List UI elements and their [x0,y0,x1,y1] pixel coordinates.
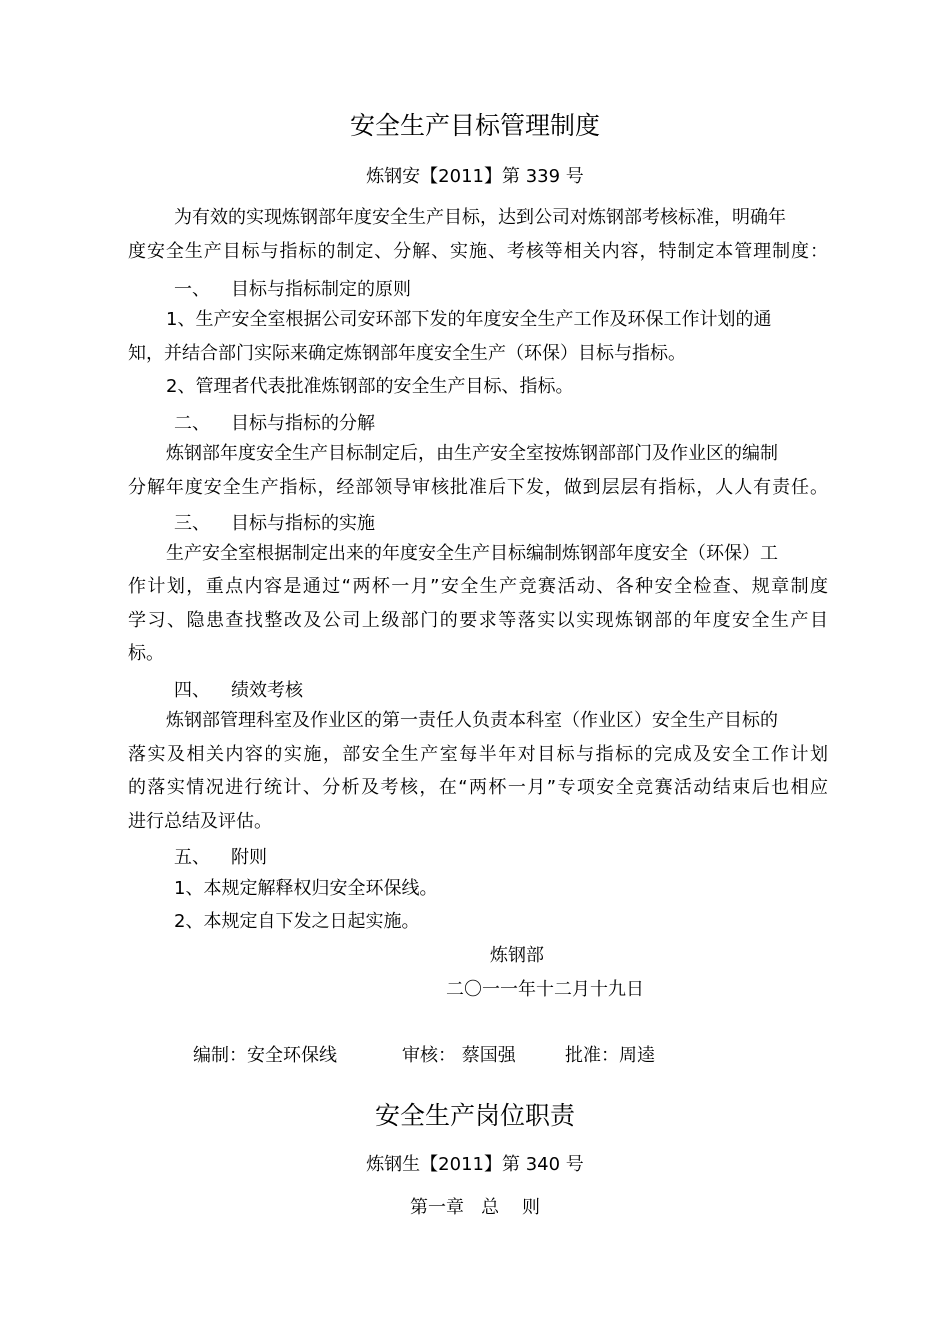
paragraph-line: 知，并结合部门实际来确定炼钢部年度安全生产（环保）目标与指标。 [128,343,686,364]
paragraph-line: 炼钢部年度安全生产目标制定后，由生产安全室按炼钢部部门及作业区的编制 [166,443,778,464]
section-number: 五、 [174,847,210,868]
doc2-title: 安全生产岗位职责 [374,1101,575,1130]
intro-line-1: 为有效的实现炼钢部年度安全生产目标，达到公司对炼钢部考核标准，明确年 [174,207,786,228]
paragraph-line: 1、本规定解释权归安全环保线。 [174,878,438,899]
paragraph-line: 1、生产安全室根据公司安环部下发的年度安全生产工作及环保工作计划的通 [166,309,772,330]
reviewed-by: 审核： 蔡国强 [402,1045,516,1066]
issue-date: 二〇一一年十二月十九日 [446,979,644,1000]
paragraph-line: 落实及相关内容的实施，部安全生产室每半年对目标与指标的完成及安全工作计划 [128,744,828,765]
approved-by: 批准：周逵 [565,1045,655,1066]
doc-title: 安全生产目标管理制度 [349,111,600,140]
section-number: 一、 [174,279,210,300]
section-number: 四、 [174,680,210,701]
compiled-by: 编制：安全环保线 [193,1045,337,1066]
section-number: 二、 [174,413,210,434]
paragraph-line: 进行总结及评估。 [128,811,272,832]
doc2-number: 炼钢生【2011】第 340 号 [366,1154,584,1175]
issuer: 炼钢部 [490,945,544,966]
paragraph-line: 标。 [128,643,164,664]
paragraph-line: 炼钢部管理科室及作业区的第一责任人负责本科室（作业区）安全生产目标的 [166,710,778,731]
paragraph-line: 分解年度安全生产指标，经部领导审核批准后下发，做到层层有指标，人人有责任。 [128,477,828,498]
section-heading-text: 目标与指标的实施 [231,513,375,534]
section-number: 三、 [174,513,210,534]
section-heading-text: 附则 [231,847,267,868]
section-heading-text: 目标与指标的分解 [231,413,375,434]
paragraph-line: 学习、隐患查找整改及公司上级部门的要求等落实以实现炼钢部的年度安全生产目 [128,610,828,631]
section-heading-text: 目标与指标制定的原则 [231,279,411,300]
paragraph-line: 生产安全室根据制定出来的年度安全生产目标编制炼钢部年度安全（环保）工 [166,543,778,564]
paragraph-line: 2、本规定自下发之日起实施。 [174,911,420,932]
paragraph-line: 的落实情况进行统计、分析及考核，在“两杯一月”专项安全竞赛活动结束后也相应 [128,777,828,798]
section-heading-text: 绩效考核 [231,680,303,701]
intro-line-2: 度安全生产目标与指标的制定、分解、实施、考核等相关内容，特制定本管理制度： [128,241,828,262]
chapter-heading: 第一章 总 则 [409,1197,541,1218]
paragraph-line: 2、管理者代表批准炼钢部的安全生产目标、指标。 [166,376,574,397]
doc-number: 炼钢安【2011】第 339 号 [366,166,584,187]
paragraph-line: 作计划，重点内容是通过“两杯一月”安全生产竞赛活动、各种安全检查、规章制度 [128,576,828,597]
